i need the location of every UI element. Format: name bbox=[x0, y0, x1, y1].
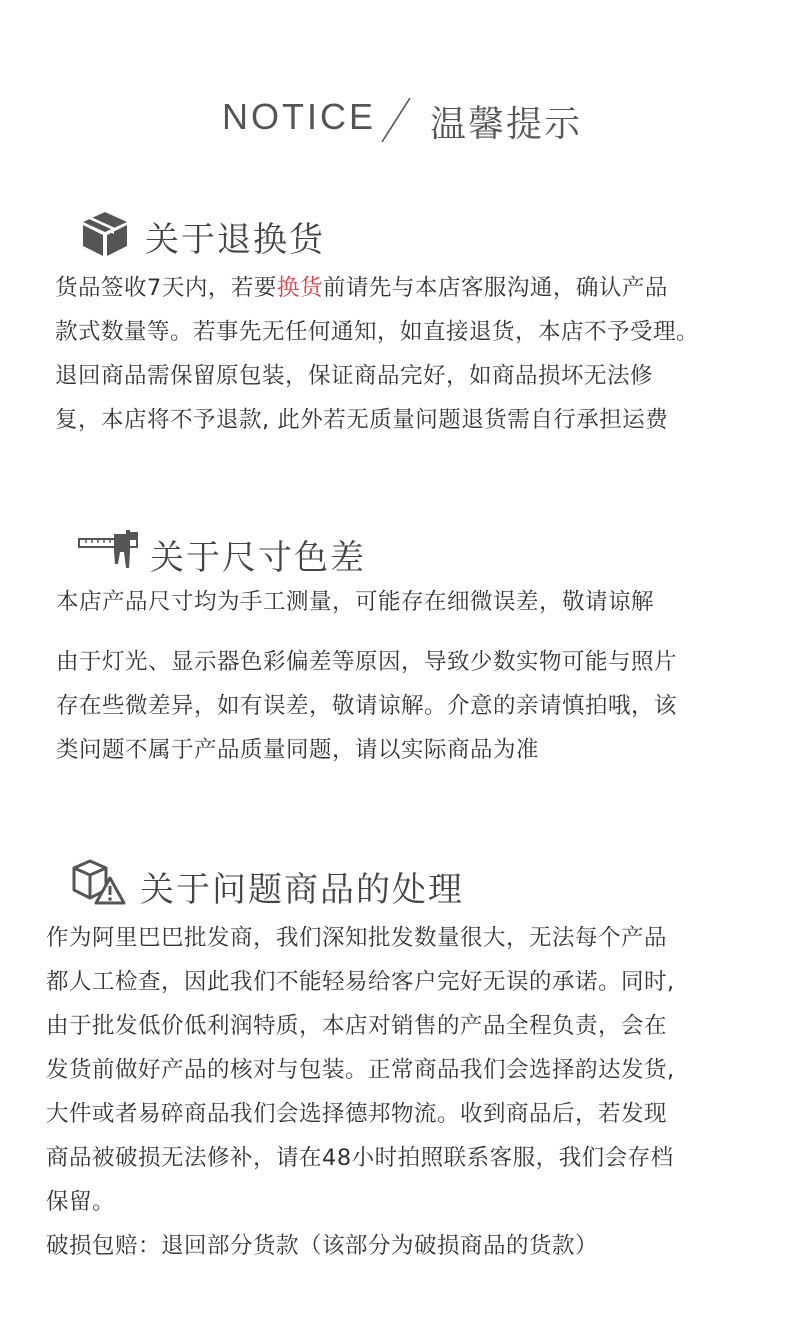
notice-title-en: NOTICE bbox=[222, 96, 377, 137]
damaged-package-warning-icon bbox=[72, 858, 126, 906]
returns-line-2: 款式数量等。若事先无任何通知，如直接退货，本店不予受理。 bbox=[55, 319, 700, 345]
problem-line-2: 都人工检查，因此我们不能轻易给客户完好无误的承诺。同时, bbox=[46, 969, 675, 995]
size-note-1: 本店产品尺寸均为手工测量，可能存在细微误差，敬请谅解 bbox=[56, 589, 655, 615]
section-title-size-color: 关于尺寸色差 bbox=[150, 538, 366, 578]
returns-line-1-b: 前请先与本店客服沟通，确认产品 bbox=[322, 275, 668, 301]
problem-line-1: 作为阿里巴巴批发商，我们深知批发数量很大，无法每个产品 bbox=[46, 925, 668, 951]
returns-line-4: 复，本店将不予退款, 此外若无质量问题退货需自行承担运费 bbox=[55, 407, 669, 433]
problem-line-3: 由于批发低价低利润特质，本店对销售的产品全程负责，会在 bbox=[46, 1013, 668, 1039]
problem-line-4: 发货前做好产品的核对与包装。正常商品我们会选择韵达发货, bbox=[46, 1057, 675, 1083]
returns-highlight-exchange: 换货 bbox=[276, 275, 323, 301]
color-note-line-1: 由于灯光、显示器色彩偏差等原因，导致少数实物可能与照片 bbox=[56, 649, 678, 675]
caliper-ruler-icon bbox=[78, 528, 140, 570]
notice-header bbox=[0, 96, 790, 152]
color-note-line-2: 存在些微差异，如有误差，敬请谅解。介意的亲请慎拍哦，该 bbox=[56, 693, 678, 719]
slash-divider bbox=[378, 96, 414, 144]
damage-compensation-line: 破损包赔：退回部分货款（该部分为破损商品的货款） bbox=[46, 1233, 599, 1259]
problem-line-7: 保留。 bbox=[46, 1189, 116, 1215]
returns-line-3: 退回商品需保留原包装，保证商品完好，如商品损坏无法修 bbox=[55, 363, 654, 389]
section-title-problem-goods: 关于问题商品的处理 bbox=[140, 870, 464, 910]
problem-line-5: 大件或者易碎商品我们会选择德邦物流。收到商品后，若发现 bbox=[46, 1101, 668, 1127]
section-title-returns: 关于退换货 bbox=[145, 220, 325, 260]
color-note-line-3: 类问题不属于产品质量同题，请以实际商品为准 bbox=[56, 737, 540, 763]
package-box-icon bbox=[80, 210, 130, 258]
notice-title-cn: 温馨提示 bbox=[430, 104, 583, 145]
returns-line-1-a: 货品签收7天内，若要 bbox=[55, 275, 277, 301]
returns-line-1 bbox=[55, 266, 668, 310]
problem-line-6: 商品被破损无法修补，请在48小时拍照联系客服，我们会存档 bbox=[46, 1145, 674, 1171]
